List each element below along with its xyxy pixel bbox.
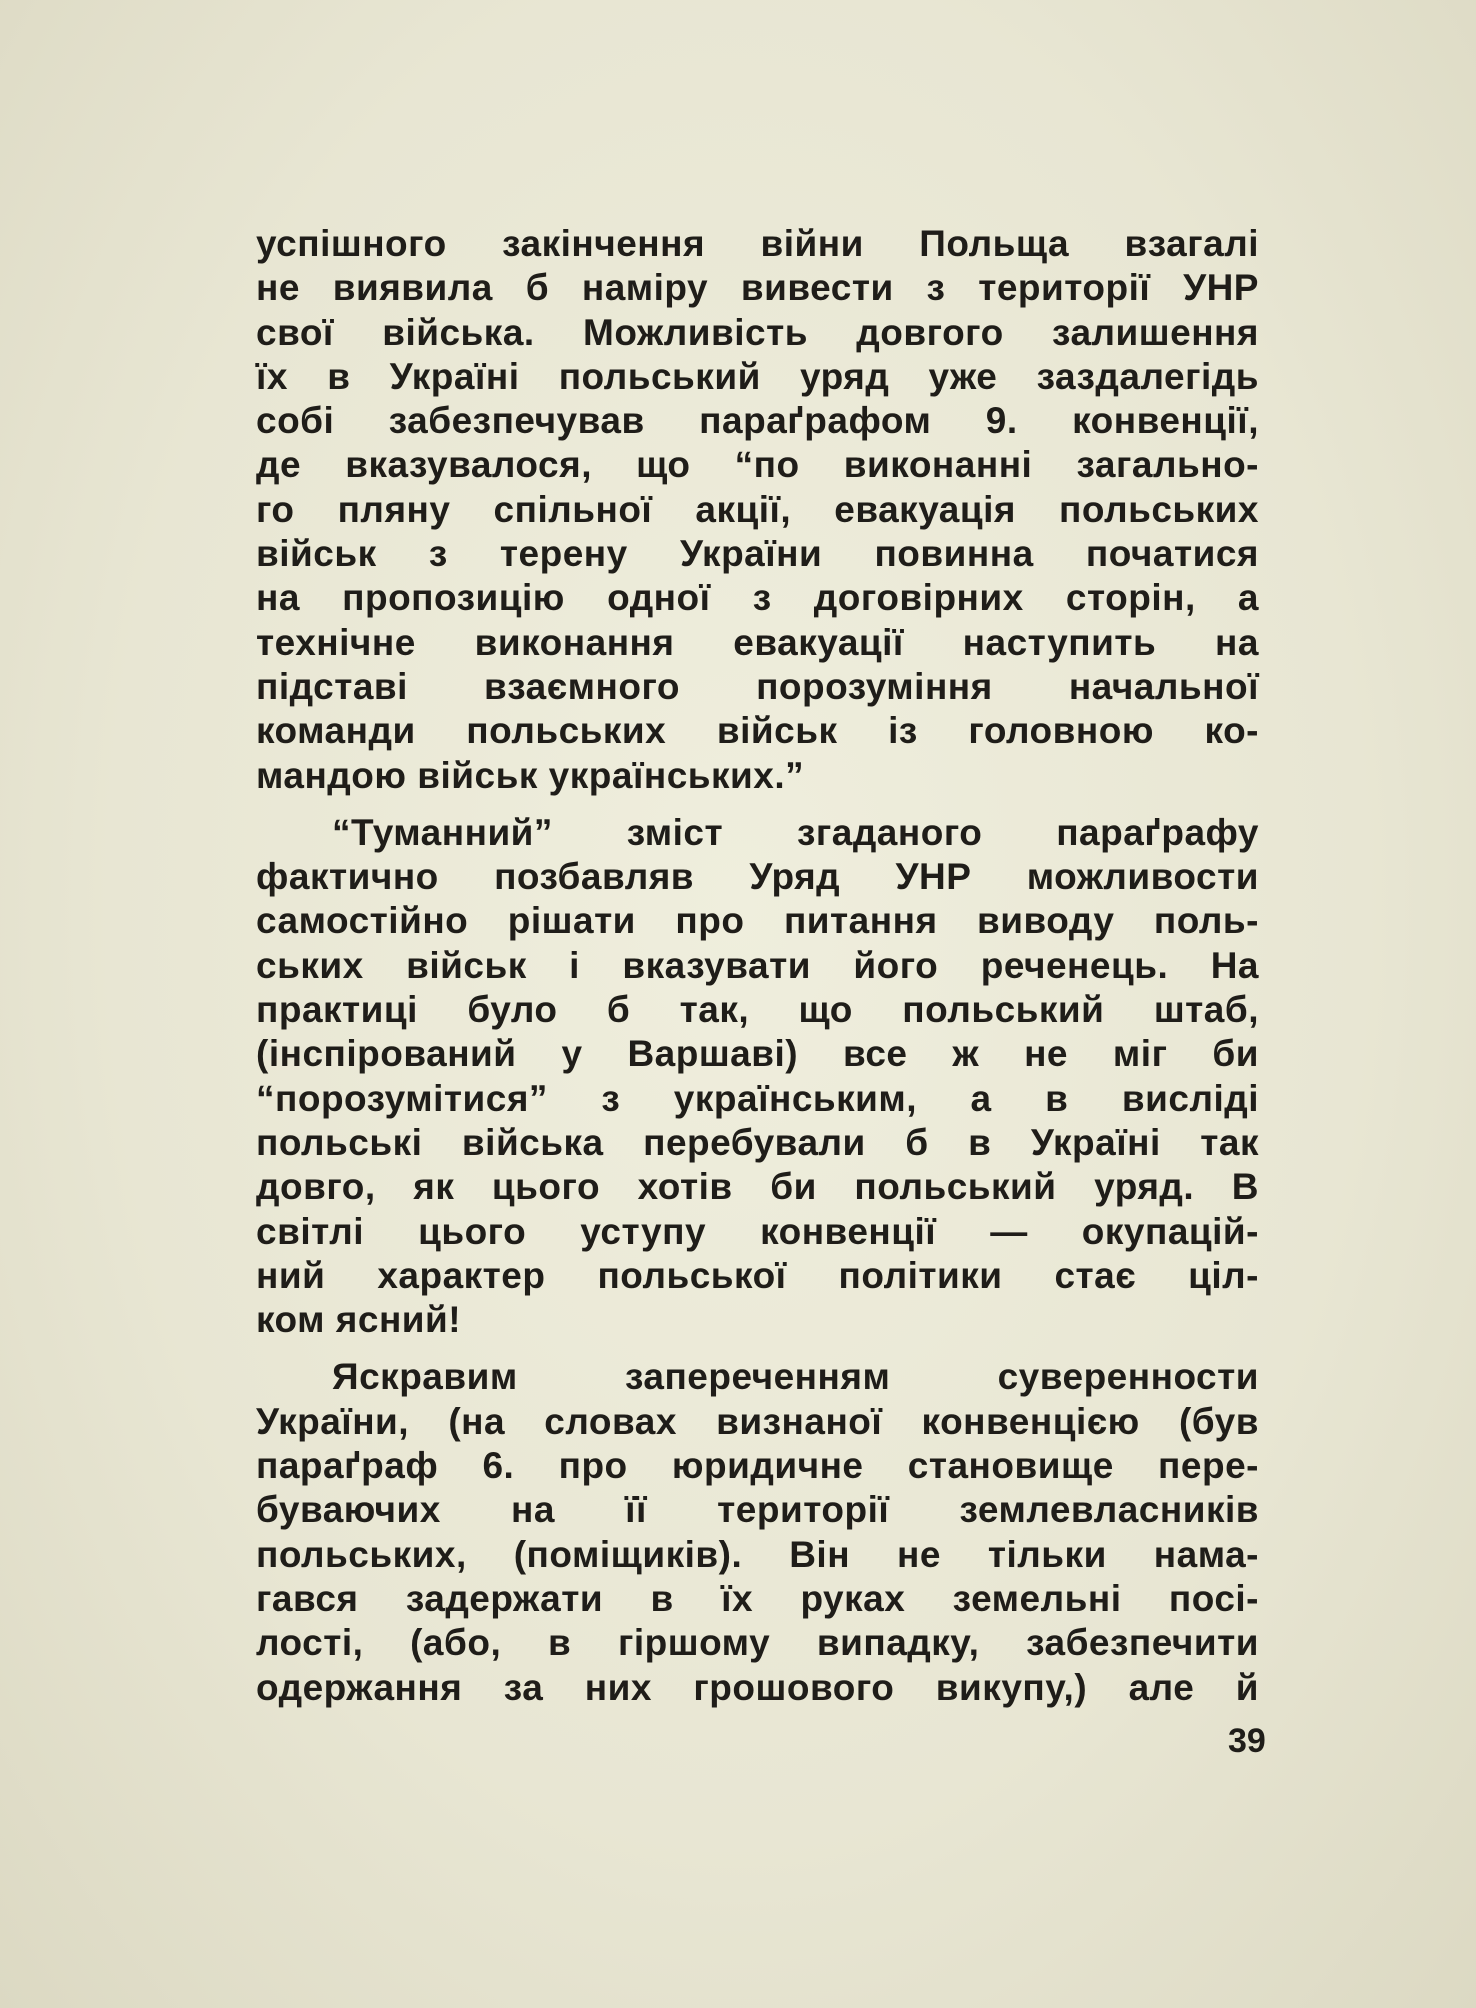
text-line: польські війська перебували б в Україні так bbox=[256, 1121, 1259, 1163]
text-line: світлі цього уступу конвенції — окупацій- bbox=[256, 1210, 1259, 1252]
text-line: мандою військ українських.” bbox=[256, 754, 805, 796]
text-line: військ з терену України повинна початися bbox=[256, 533, 1259, 575]
text-line: “Туманний” зміст згаданого параґрафу bbox=[332, 811, 1259, 853]
text-line: ком ясний! bbox=[256, 1299, 462, 1341]
text-line: команди польських військ із головною ко- bbox=[256, 710, 1259, 752]
text-line: практиці було б так, що польський штаб, bbox=[256, 989, 1259, 1031]
text-line: гався задержати в їх руках земельні посі- bbox=[256, 1577, 1259, 1619]
paragraph-2 bbox=[256, 811, 1259, 1343]
paragraph-1 bbox=[256, 222, 1259, 798]
body-text bbox=[256, 222, 1259, 1710]
text-line: довго, як цього хотів би польський уряд. В bbox=[256, 1166, 1259, 1208]
text-line: де вказувалося, що “по виконанні загально- bbox=[256, 444, 1259, 486]
text-line: Яскравим запереченням суверенности bbox=[332, 1356, 1259, 1398]
text-line: (інспірований у Варшаві) все ж не міг би bbox=[256, 1033, 1259, 1075]
text-line: свої війська. Можливість довгого залишення bbox=[256, 311, 1259, 353]
text-line: самостійно рішати про питання виводу поль- bbox=[256, 900, 1259, 942]
text-line: ний характер польської політики стає ціл- bbox=[256, 1254, 1259, 1296]
text-line: одержання за них грошового викупу,) але й bbox=[256, 1666, 1259, 1708]
text-line: України, (на словах визнаної конвенцією (був bbox=[256, 1400, 1259, 1442]
text-line: параґраф 6. про юридичне становище пере- bbox=[256, 1445, 1259, 1487]
text-line: го пляну спільної акції, евакуація польських bbox=[256, 488, 1259, 530]
paragraph-3 bbox=[256, 1355, 1259, 1709]
text-line: на пропозицію одної з договірних сторін, а bbox=[256, 577, 1259, 619]
text-line: успішного закінчення війни Польща взагалі bbox=[256, 223, 1259, 264]
text-line: лості, (або, в гіршому випадку, забезпечити bbox=[256, 1622, 1259, 1664]
text-line: їх в Україні польський уряд уже заздалегідь bbox=[256, 355, 1259, 397]
text-line: фактично позбавляв Уряд УНР можливости bbox=[256, 856, 1259, 898]
text-line: підставі взаємного порозуміння начальної bbox=[256, 665, 1259, 707]
text-line: “порозумітися” з українським, а в висліді bbox=[256, 1077, 1259, 1119]
text-line: не виявила б наміру вивести з території УНР bbox=[256, 267, 1259, 309]
page-number: 39 bbox=[1228, 1722, 1266, 1760]
text-line: технічне виконання евакуації наступить на bbox=[256, 621, 1259, 663]
text-line: буваючих на її території землевласників bbox=[256, 1489, 1259, 1531]
text-line: собі забезпечував параґрафом 9. конвенції, bbox=[256, 400, 1259, 442]
text-line: польських, (поміщиків). Він не тільки нама- bbox=[256, 1533, 1259, 1575]
text-line: ських військ і вказувати його реченець. На bbox=[256, 944, 1259, 986]
